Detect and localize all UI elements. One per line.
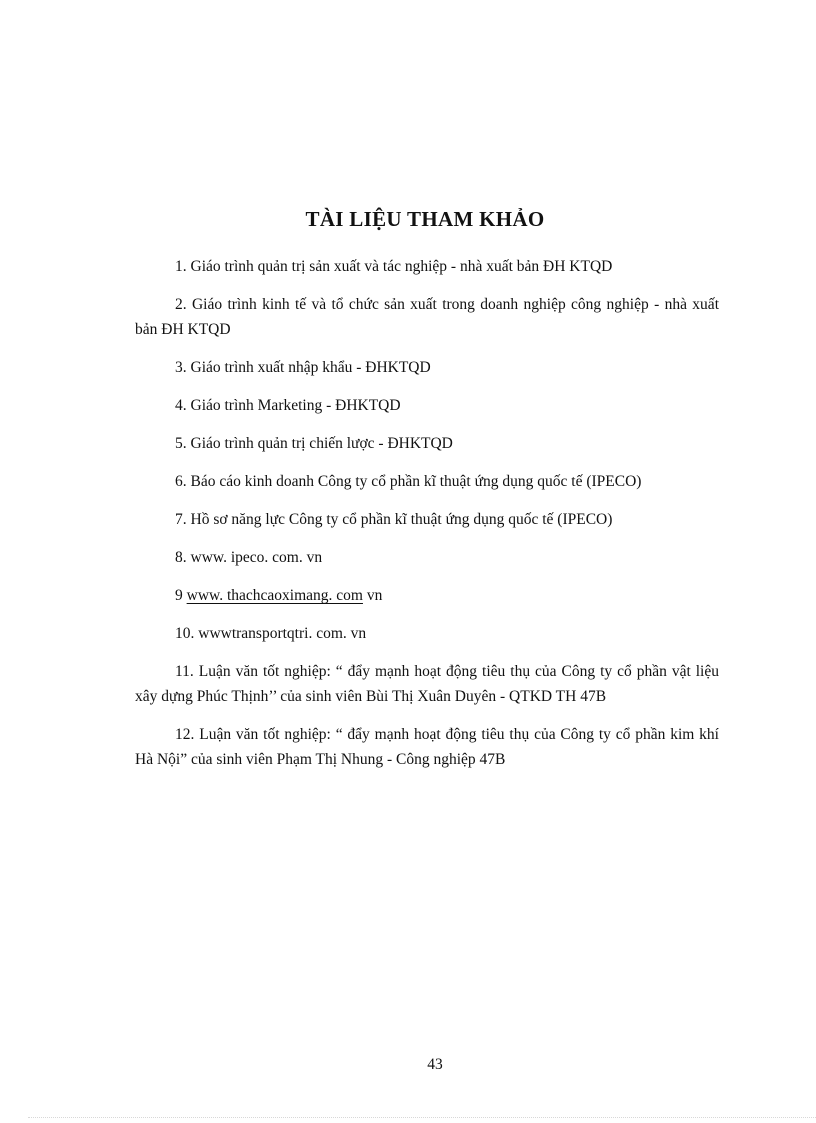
reference-item-3: 3. Giáo trình xuất nhập khẩu - ĐHKTQD: [175, 359, 431, 376]
reference-item-10: 10. wwwtransportqtri. com. vn: [175, 625, 367, 642]
page-number: 43: [427, 1056, 443, 1073]
reference-item-1: 1. Giáo trình quản trị sản xuất và tác nghiệp - nhà xuất bản ĐH KTQD: [175, 258, 613, 275]
reference-item-2: 2. Giáo trình kinh tế và tổ chức sản xuất trong doanh nghiệp công nghiệp - nhà xuất bản ĐH KTQD: [135, 296, 719, 338]
page-title: TÀI LIỆU THAM KHẢO: [305, 207, 545, 231]
page-bottom-divider: [28, 1117, 816, 1118]
reference-item-6: 6. Báo cáo kinh doanh Công ty cổ phần kĩ thuật ứng dụng quốc tế (IPECO): [175, 473, 642, 490]
reference-item-12: 12. Luận văn tốt nghiệp: “ đẩy mạnh hoạt động tiêu thụ của Công ty cổ phần kim khí Hà Nội” của sinh viên Phạm Thị Nhung - Công nghiệp 47B: [135, 726, 719, 768]
reference-item-11: 11. Luận văn tốt nghiệp: “ đẩy mạnh hoạt động tiêu thụ của Công ty cổ phần vật liệu xây dựng Phúc Thịnh’’ của sinh viên Bùi Thị Xuân Duyên - QTKD TH 47B: [135, 663, 719, 705]
reference-item-9: [135, 583, 719, 608]
reference-item-8: 8. www. ipeco. com. vn: [175, 549, 323, 566]
reference-list: [135, 254, 719, 785]
reference-item-5: 5. Giáo trình quản trị chiến lược - ĐHKTQD: [175, 435, 453, 452]
reference-item-7: 7. Hồ sơ năng lực Công ty cổ phần kĩ thuật ứng dụng quốc tế (IPECO): [175, 511, 613, 528]
reference-link-thachcaoximang[interactable]: www. thachcaoximang. com: [186, 587, 363, 604]
reference-item-9-number: 9: [175, 587, 187, 604]
reference-item-4: 4. Giáo trình Marketing - ĐHKTQD: [175, 397, 401, 414]
reference-item-9-suffix: vn: [362, 587, 383, 604]
